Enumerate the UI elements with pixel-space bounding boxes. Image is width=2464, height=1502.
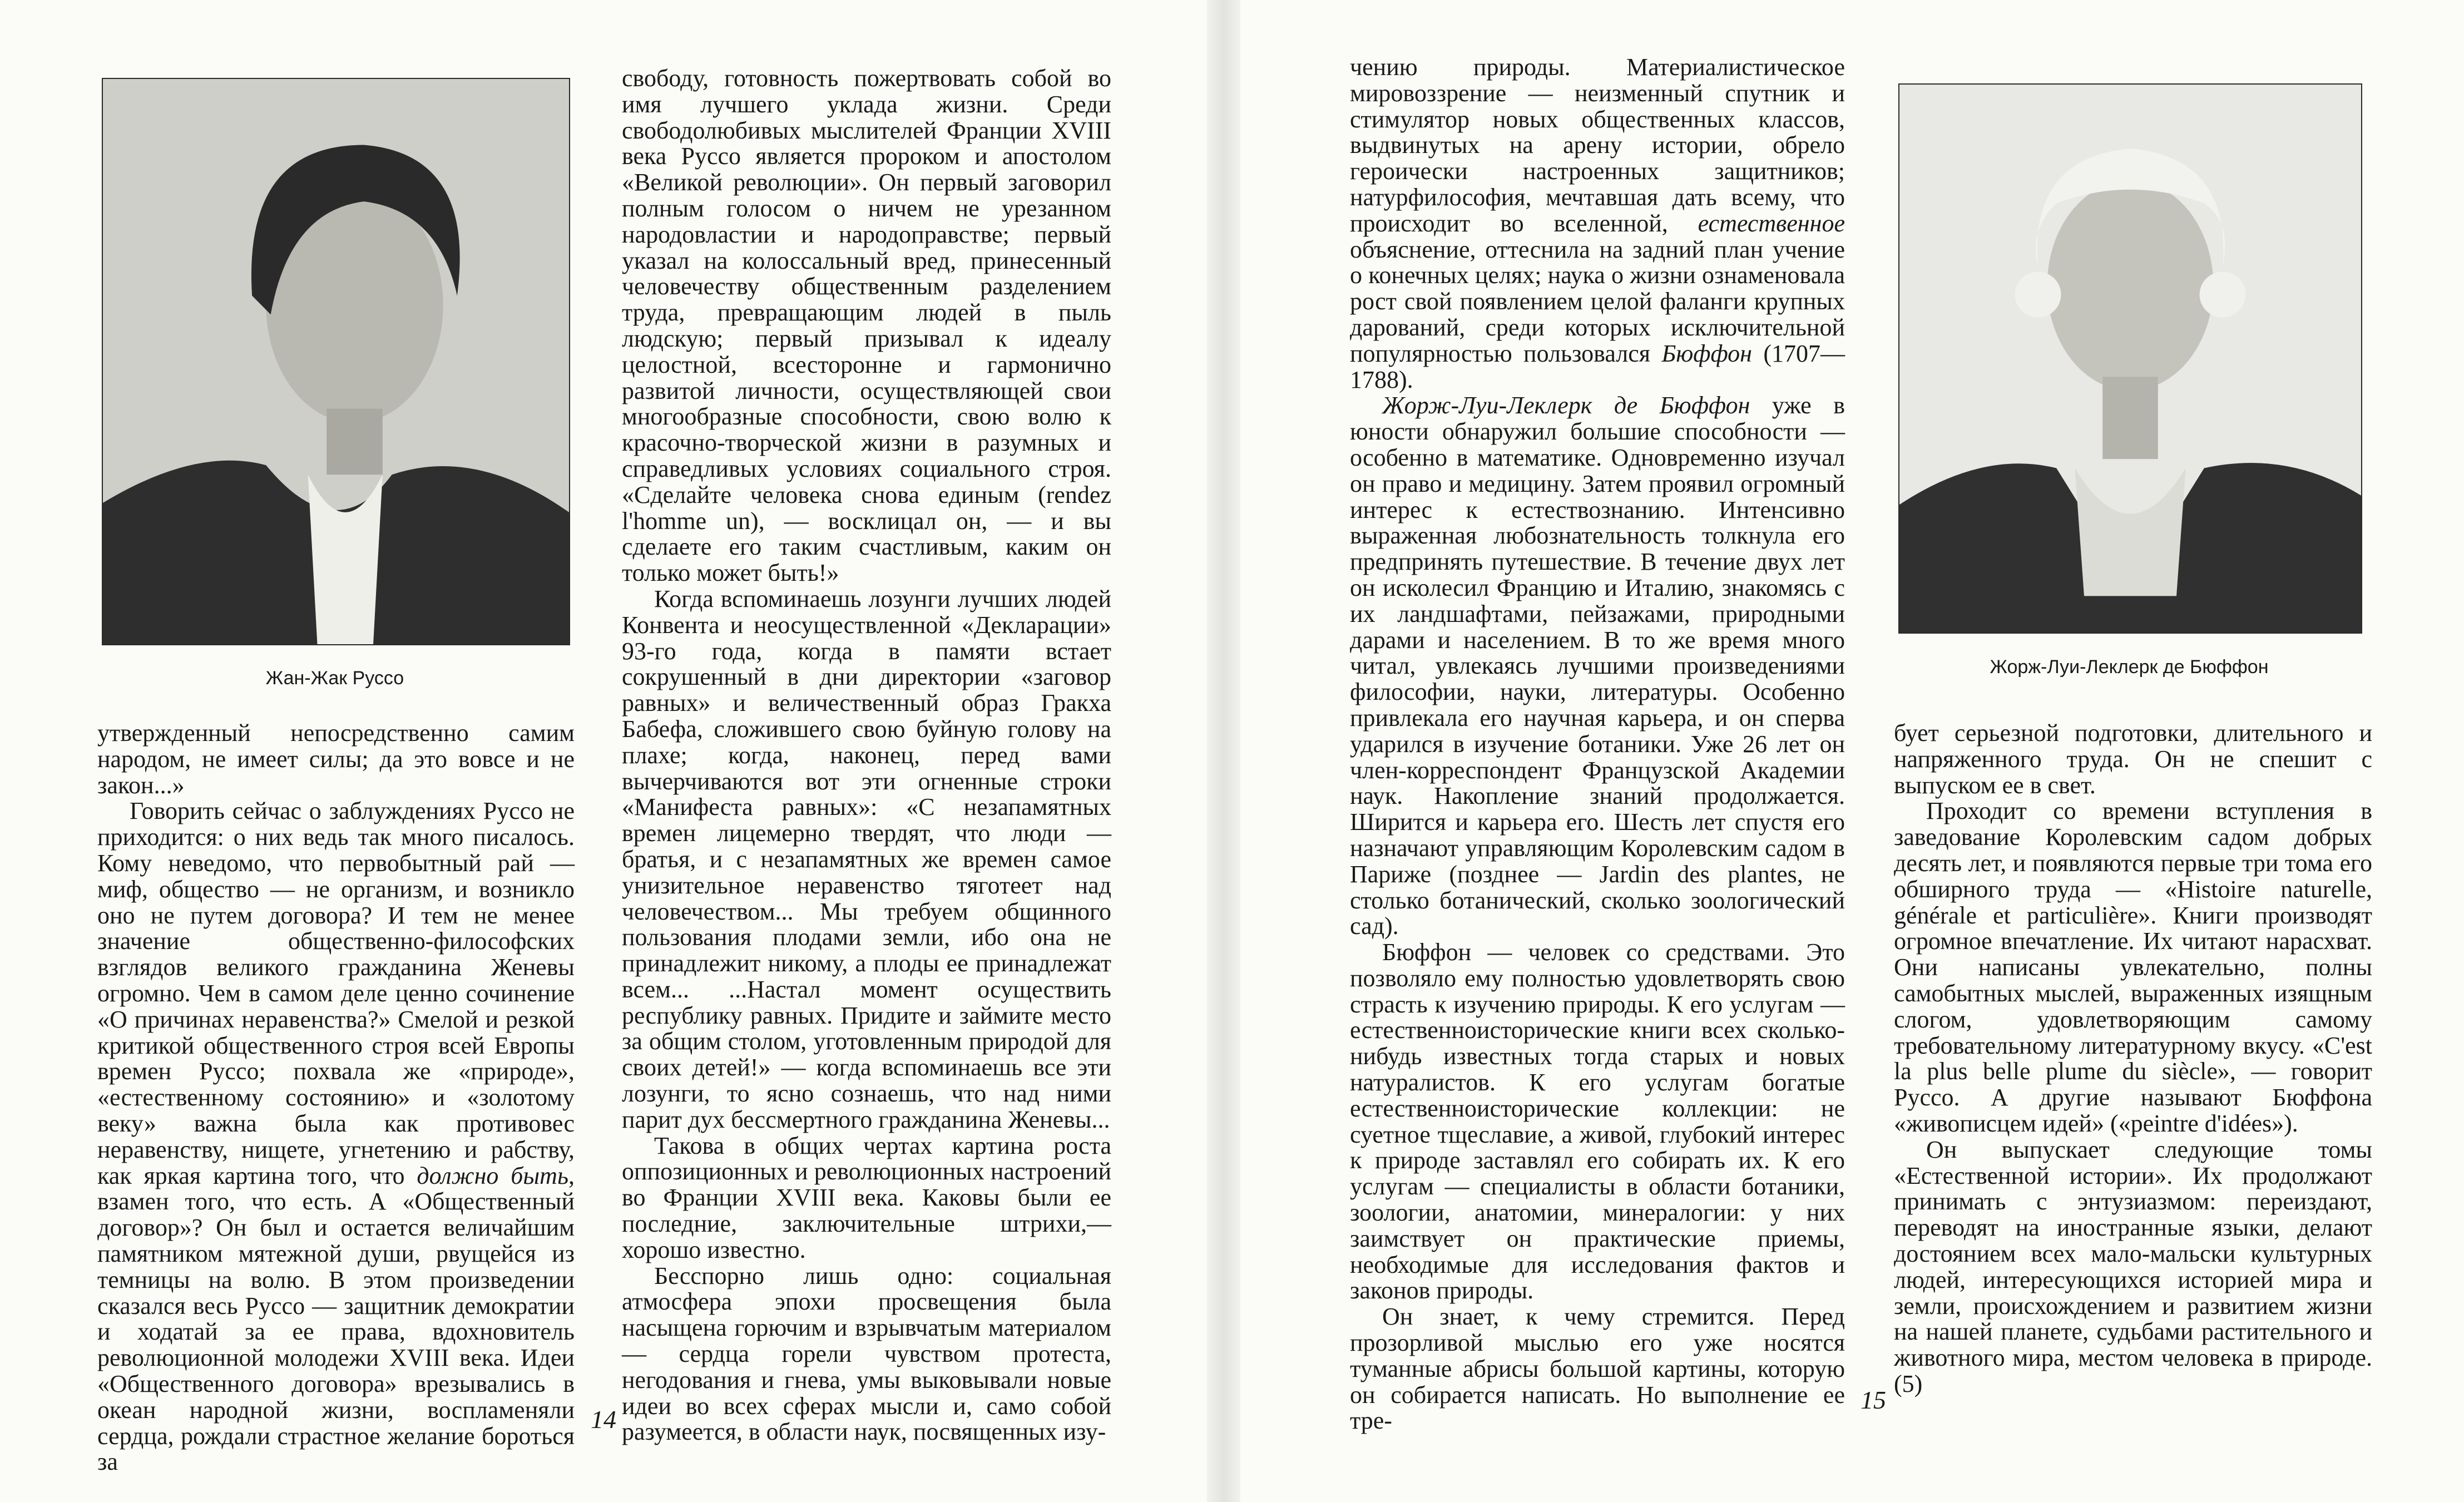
buffon-caption: Жорж-Луи-Леклерк де Бюффон <box>1990 656 2269 678</box>
buffon-portrait-drawing <box>1899 85 2361 633</box>
page-number-right: 15 <box>1861 1386 1886 1414</box>
rousseau-portrait <box>102 78 570 645</box>
paragraph: Он выпускает следующие томы «Естественной истории». Их продолжают принимать с энтузиазмом: переиздают, переводят на иностранные языки, делают достоянием всех мало-мальски культурных людей, интересующихся историей мира и земли, происхождением и развитием жизни на нашей планете, судьбами растительного и животного мира, местом человека в природе. (5) <box>1894 1135 2372 1397</box>
paragraph: Говорить сейчас о заблуждениях Руссо не приходится: о них ведь так много писалось. Кому неведомо, что первобытный рай — миф, общество — не организм, и возникло оно не путем договора? И тем не менее значение общественно-философских взглядов великого гражданина Женевы огромно. Чем в самом деле ценно сочинение «О причинах неравенства?» Смелой и резкой критикой общественного строя всей Европы времен Руссо; похвала же «природе», «естественному состоянию» и «золотому веку» важна была как противовес неравенству, нищете, угнетению и рабству, как яркая картина того, что должно быть, взамен того, что есть. А «Общественный договор»? Он был и остается величайшим памятником мятежной души, рвущейся из темницы на волю. В этом произведении сказался весь Руссо — защитник демократии и ходатай за ее права, вдохновитель революционной молодежи XVIII века. Идеи «Общественного договора» врезывались в океан народной жизни, воспламеняли сердца, рождали страстное желание бороться за <box>97 797 575 1476</box>
paragraph: бует серьезной подготовки, длительного и напряженного труда. Он не спешит с выпуском ее в свет. <box>1894 719 2372 799</box>
paragraph: утвержденный непосредственно самим народом, не имеет силы; да это вовсе и не закон...» <box>97 719 575 799</box>
rousseau-portrait-drawing <box>103 79 569 644</box>
paragraph: Бюффон — человек со средствами. Это позволяло ему полностью удовлетворять свою страсть к изучению природы. К его услугам — естественноисторические книги всех сколько-нибудь известных тогда старых и новых натуралистов. К его услугам богатые естественноисторические коллекции: не суетное тщеславие, а живой, глубокий интерес к природе заставлял его собирать их. К его услугам — специалисты в области ботаники, зоологии, анатомии, минералогии: у них заимствует он практические приемы, необходимые для исследования фактов и законов природы. <box>1350 938 1845 1305</box>
right-page <box>1240 0 2464 1502</box>
paragraph: Когда вспоминаешь лозунги лучших людей Конвента и неосуществленной «Декларации» 93-го года, когда в памяти встает сокрушенный в дни директории «заговор равных» и величественный образ Гракха Бабефа, сложившего свою буйную голову на плахе; когда, наконец, перед вами вычерчиваются вот эти огненные строки «Манифеста равных»: «С незапамятных времен лицемерно твердят, что люди — братья, и с незапамятных же времен самое унизительное неравенство тяготеет над человечеством... Мы требуем общинного пользования плодами земли, ибо она не принадлежит никому, а плоды ее принадлежат всем... ...Настал момент осуществить республику равных. Придите и займите место за общим столом, уготовленным природой для своих детей!» — когда вспоминаешь все эти лозунги, то ясно сознаешь, что над ними парит дух бессмертного гражданина Женевы... <box>622 585 1111 1133</box>
paragraph: Бесспорно лишь одно: социальная атмосфера эпохи просвещения была насыщена горючим и взрывчатым материалом — сердца горели чувством протеста, негодования и гнева, умы выковывали новые идеи во всех сферах мысли и, само собой разумеется, в области наук, посвященных изу- <box>622 1262 1111 1446</box>
rousseau-caption: Жан-Жак Руссо <box>265 668 404 689</box>
paragraph: Жорж-Луи-Леклерк де Бюффон уже в юности обнаружил большие способности — особенно в математике. Одновременно изучал он право и медицину. Затем проявил огромный интерес к естествознанию. Интенсивно выраженная любознательность толкнула его предпринять путешествие. В течение двух лет он исколесил Францию и Италию, знакомясь с их ландшафтами, пейзажами, природными дарами и населением. В то же время много читал, увлекаясь лучшими произведениями философии, науки, литературы. Особенно привлекала его научная карьера, и он сперва ударился в изучение ботаники. Уже 26 лет он член-корреспондент Французской Академии наук. Накопление знаний продолжается. Ширится и карьера его. Шесть лет спустя его назначают управляющим Королевским садом в Париже (позднее — Jardin des plantes, не столько ботанический, сколько зоологический сад). <box>1350 392 1845 940</box>
buffon-portrait <box>1898 83 2362 634</box>
paragraph: Проходит со времени вступления в заведование Королевским садом добрых десять лет, и появляются первые три тома его обширного труда — «Histoire naturelle, générale et particulière». Книги производят огромное впечатление. Их читают нарасхват. Они написаны увлекательно, полны самобытных мыслей, выраженных изящным слогом, удовлетворяющим самому требовательному литературному вкусу. «C'est la plus belle plume du siècle», — говорит Руссо. А другие называют Бюффона «живописцем идей» («peintre d'idées»). <box>1894 797 2372 1137</box>
page-number-left: 14 <box>591 1405 616 1434</box>
left-page-column-1 <box>97 720 575 1475</box>
paragraph: чению природы. Материалистическое мировоззрение — неизменный спутник и стимулятор новых общественных классов, выдвинутых на арену истории, обрело героически настроенных защитников; натурфилософия, мечтавшая дать всему, что происходит во вселенной, естественное объяснение, оттеснила на задний план учение о конечных целях; наука о жизни ознаменовала рост свой появлением целой фаланги крупных дарований, среди которых исключительной популярностью пользовался Бюффон (1707—1788). <box>1350 53 1845 393</box>
book-gutter <box>1207 0 1240 1502</box>
right-page-column-1 <box>1350 55 1845 1434</box>
paragraph: свободу, готовность пожертвовать собой во имя лучшего уклада жизни. Среди свободолюбивых мыслителей Франции XVIII века Руссо является пророком и апостолом «Великой революции». Он первый заговорил полным голосом о ничем не урезанном народовластии и народоправстве; первый указал на колоссальный вред, принесенный человечеству общественным разделением труда, превращающим людей в пыль людскую; первый призывал к идеалу целостной, всесторонне и гармонично развитой личности, осуществляющей свои многообразные способности, свою волю к красочно-творческой жизни в разумных и справедливых условиях социального строя. «Сделайте человека снова единым (rendez l'homme un), — восклицал он, — и вы сделаете его таким счастливым, каким он только может быть!» <box>622 65 1111 587</box>
right-page-column-2 <box>1894 720 2372 1397</box>
paragraph: Он знает, к чему стремится. Перед прозорливой мыслью его уже носятся туманные абрисы большой картины, которую он собирается написать. Но выполнение ее тре- <box>1350 1303 1845 1435</box>
paragraph: Такова в общих чертах картина роста оппозиционных и революционных настроений во Франции XVIII века. Каковы были ее последние, заключительные штрихи,— хорошо известно. <box>622 1132 1111 1263</box>
left-page <box>0 0 1207 1502</box>
left-page-column-2 <box>622 66 1111 1445</box>
